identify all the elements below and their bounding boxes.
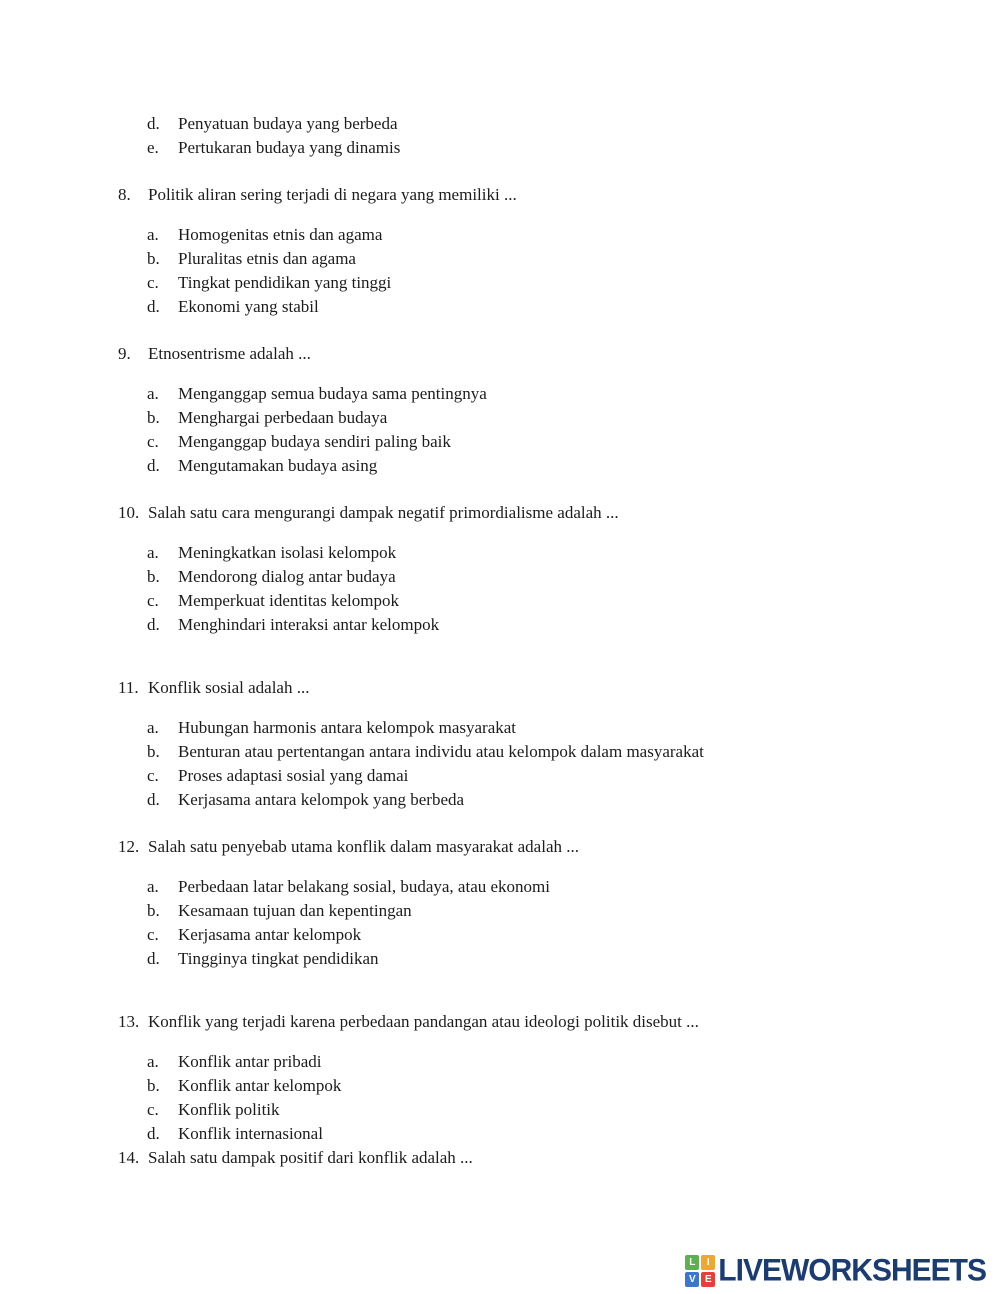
option-letter: a.: [147, 1052, 159, 1071]
option-text: Menghargai perbedaan budaya: [178, 408, 388, 427]
question-13: [118, 1010, 838, 1146]
option-letter: a.: [147, 225, 159, 244]
option-row: [147, 112, 838, 136]
question-14: [118, 1146, 838, 1170]
option-row: [147, 716, 838, 740]
option-row: [147, 430, 838, 454]
option-letter: a.: [147, 718, 159, 737]
option-row: [147, 923, 838, 947]
option-row: [147, 1050, 838, 1074]
option-letter: b.: [147, 742, 160, 761]
question-text: Konflik yang terjadi karena perbedaan pandangan atau ideologi politik disebut ...: [148, 1012, 699, 1031]
option-letter: c.: [147, 273, 159, 292]
option-letter: c.: [147, 766, 159, 785]
option-text: Perbedaan latar belakang sosial, budaya, atau ekonomi: [178, 877, 550, 896]
question-text: Politik aliran sering terjadi di negara yang memiliki ...: [148, 185, 517, 204]
option-row: [147, 589, 838, 613]
logo-tile-e: E: [701, 1272, 715, 1287]
option-row: [147, 136, 838, 160]
option-letter: c.: [147, 1100, 159, 1119]
option-text: Mendorong dialog antar budaya: [178, 567, 396, 586]
option-letter: d.: [147, 1124, 160, 1143]
logo-tile-i: I: [701, 1255, 715, 1270]
option-letter: a.: [147, 877, 159, 896]
question-number: 9.: [118, 344, 131, 363]
option-row: [147, 223, 838, 247]
option-letter: d.: [147, 790, 160, 809]
option-row: [147, 382, 838, 406]
option-text: Konflik internasional: [178, 1124, 323, 1143]
option-letter: b.: [147, 1076, 160, 1095]
option-letter: b.: [147, 901, 160, 920]
option-text: Pluralitas etnis dan agama: [178, 249, 356, 268]
option-text: Benturan atau pertentangan antara individu atau kelompok dalam masyarakat: [178, 742, 704, 761]
option-text: Penyatuan budaya yang berbeda: [178, 114, 398, 133]
logo-tile-l: L: [685, 1255, 699, 1270]
question-9: [118, 342, 838, 478]
option-row: [147, 613, 838, 637]
option-text: Memperkuat identitas kelompok: [178, 591, 399, 610]
question-number: 13.: [118, 1012, 140, 1031]
question-text: Salah satu cara mengurangi dampak negatif primordialisme adalah ...: [148, 503, 619, 522]
option-row: [147, 899, 838, 923]
question-text: Salah satu penyebab utama konflik dalam masyarakat adalah ...: [148, 837, 579, 856]
question-number: 8.: [118, 185, 131, 204]
option-letter: d.: [147, 615, 160, 634]
option-text: Meningkatkan isolasi kelompok: [178, 543, 397, 562]
question-number: 11.: [118, 678, 139, 697]
option-text: Menganggap semua budaya sama pentingnya: [178, 384, 487, 403]
worksheet-page: [118, 112, 838, 1170]
option-text: Kerjasama antar kelompok: [178, 925, 362, 944]
question-text: Etnosentrisme adalah ...: [148, 344, 311, 363]
option-letter: d.: [147, 456, 160, 475]
option-text: Tingginya tingkat pendidikan: [178, 949, 379, 968]
question-text: Konflik sosial adalah ...: [148, 678, 310, 697]
option-row: [147, 764, 838, 788]
option-row: [147, 565, 838, 589]
option-row: [147, 740, 838, 764]
option-text: Menghindari interaksi antar kelompok: [178, 615, 440, 634]
option-row: [147, 271, 838, 295]
option-text: Konflik antar kelompok: [178, 1076, 342, 1095]
option-text: Konflik politik: [178, 1100, 280, 1119]
question-12: [118, 835, 838, 971]
option-row: [147, 541, 838, 565]
option-letter: b.: [147, 249, 160, 268]
option-row: [147, 247, 838, 271]
option-text: Kesamaan tujuan dan kepentingan: [178, 901, 412, 920]
option-row: [147, 454, 838, 478]
question-text: Salah satu dampak positif dari konflik adalah ...: [148, 1148, 473, 1167]
option-text: Ekonomi yang stabil: [178, 297, 319, 316]
option-letter: b.: [147, 408, 160, 427]
question-number: 12.: [118, 837, 140, 856]
option-row: [147, 788, 838, 812]
option-text: Pertukaran budaya yang dinamis: [178, 138, 401, 157]
logo-tile-v: V: [685, 1272, 699, 1287]
liveworksheets-grid-icon: [685, 1255, 715, 1287]
leading-options: [147, 112, 838, 160]
option-letter: b.: [147, 567, 160, 586]
option-row: [147, 295, 838, 319]
option-letter: d.: [147, 114, 160, 133]
option-row: [147, 1098, 838, 1122]
option-row: [147, 406, 838, 430]
option-letter: d.: [147, 949, 160, 968]
question-number: 14.: [118, 1148, 140, 1167]
option-letter: a.: [147, 543, 159, 562]
option-text: Mengutamakan budaya asing: [178, 456, 378, 475]
option-row: [147, 947, 838, 971]
option-letter: c.: [147, 591, 159, 610]
liveworksheets-logo[interactable]: [685, 1254, 986, 1288]
question-10: [118, 501, 838, 637]
option-text: Kerjasama antara kelompok yang berbeda: [178, 790, 465, 809]
option-text: Menganggap budaya sendiri paling baik: [178, 432, 451, 451]
question-number: 10.: [118, 503, 140, 522]
liveworksheets-wordmark: LIVEWORKSHEETS: [718, 1253, 986, 1288]
question-8: [118, 183, 838, 319]
option-row: [147, 875, 838, 899]
option-text: Konflik antar pribadi: [178, 1052, 322, 1071]
option-letter: c.: [147, 925, 159, 944]
option-text: Hubungan harmonis antara kelompok masyarakat: [178, 718, 517, 737]
option-letter: a.: [147, 384, 159, 403]
option-row: [147, 1074, 838, 1098]
option-text: Tingkat pendidikan yang tinggi: [178, 273, 392, 292]
question-11: [118, 676, 838, 812]
option-row: [147, 1122, 838, 1146]
option-letter: e.: [147, 138, 159, 157]
option-letter: d.: [147, 297, 160, 316]
option-text: Homogenitas etnis dan agama: [178, 225, 383, 244]
option-letter: c.: [147, 432, 159, 451]
option-text: Proses adaptasi sosial yang damai: [178, 766, 409, 785]
